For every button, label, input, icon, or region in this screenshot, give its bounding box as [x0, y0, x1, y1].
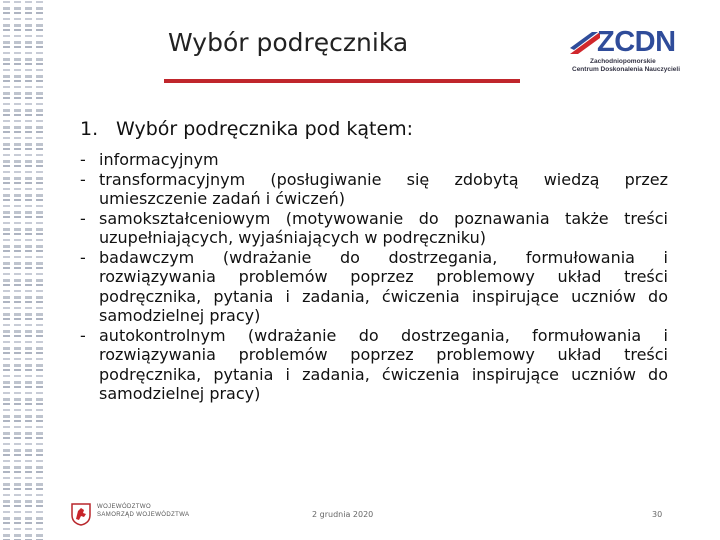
section-heading [80, 118, 413, 140]
criteria-list [80, 150, 668, 404]
bullet-dash: - [80, 150, 86, 169]
logo-subtitle-line1: Zachodniopomorskie [590, 58, 656, 65]
list-item [80, 326, 668, 404]
logo-subtitle-line2: Centrum Doskonalenia Nauczycieli [572, 66, 681, 73]
footer-org-line2: SAMORZĄD WOJEWÓDZTWA [97, 512, 190, 518]
logo-name: ZCDN [597, 26, 676, 58]
list-item-text: samokształceniowym (motywowanie do poznawania także treści uzupełniających, wyjaśniających w podręczniku) [99, 208, 668, 247]
footer-organization-logo [70, 500, 210, 530]
bullet-dash: - [80, 247, 86, 267]
list-item-text: autokontrolnym (wdrażanie do dostrzegania, formułowania i rozwiązywania problemów poprzez problemowy układ treści podręcznika, pytania i zadania, ćwiczenia inspirujące uczniów do samodzielnej pracy) [99, 325, 668, 403]
title-underline [164, 79, 520, 83]
bullet-dash: - [80, 169, 86, 189]
griffin-crest-icon [70, 502, 92, 526]
list-item [80, 150, 668, 170]
page-number: 30 [652, 510, 663, 519]
heading-text: Wybór podręcznika pod kątem: [116, 118, 414, 140]
list-item [80, 170, 668, 209]
list-item-text: informacyjnym [99, 150, 219, 169]
zcdn-logo [570, 28, 682, 74]
list-item-text: badawczym (wdrażanie do dostrzegania, formułowania i rozwiązywania problemów poprzez problemowy układ treści podręcznika, pytania i zadania, ćwiczenia inspirujące uczniów do samodzielnej pracy) [99, 247, 668, 325]
footer-date: 2 grudnia 2020 [312, 510, 374, 519]
bullet-dash: - [80, 208, 86, 228]
list-item [80, 248, 668, 326]
zcdn-logo-mark-icon [570, 32, 600, 54]
side-decorative-strip [0, 0, 50, 540]
bullet-dash: - [80, 325, 86, 345]
footer-org-line1: WOJEWÓDZTWO [97, 504, 152, 510]
slide-title: Wybór podręcznika [168, 28, 409, 57]
list-item-text: transformacyjnym (posługiwanie się zdobytą wiedzą przez umieszczenie zadań i ćwiczeń) [99, 169, 668, 208]
list-item [80, 209, 668, 248]
heading-number: 1. [80, 118, 99, 140]
